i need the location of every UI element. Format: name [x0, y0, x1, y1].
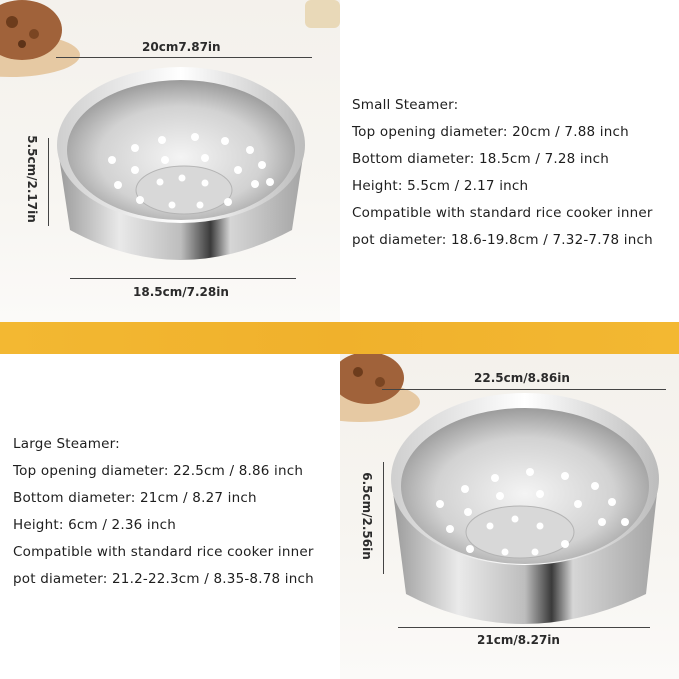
bottom-dimension-label: 18.5cm/7.28in	[133, 285, 229, 299]
bread-crumb	[6, 16, 18, 28]
bottom-dimension-label: 21cm/8.27in	[477, 633, 560, 647]
bread-crumb	[353, 367, 363, 377]
spec-pot-diameter: pot diameter: 18.6-19.8cm / 7.32-7.78 inch	[352, 232, 653, 248]
height-dimension-line	[48, 138, 49, 226]
large-steamer-illustration	[340, 354, 679, 679]
spec-compatible: Compatible with standard rice cooker inner	[13, 544, 314, 560]
steamer-base-plate	[136, 166, 232, 214]
height-dimension-label: 6.5cm/2.56in	[360, 472, 374, 560]
small-steamer-photo	[0, 0, 340, 322]
spec-height: Height: 6cm / 2.36 inch	[13, 517, 176, 533]
spec-title: Large Steamer:	[13, 436, 120, 452]
bread-crumb	[18, 40, 26, 48]
bread-crumb	[375, 377, 385, 387]
spec-bottom-diameter: Bottom diameter: 21cm / 8.27 inch	[13, 490, 257, 506]
spec-top-diameter: Top opening diameter: 22.5cm / 8.86 inch	[13, 463, 304, 479]
large-steamer-photo	[340, 354, 679, 679]
top-dimension-line	[56, 57, 312, 58]
steamer-base-plate	[466, 506, 574, 558]
spec-pot-diameter: pot diameter: 21.2-22.3cm / 8.35-8.78 inch	[13, 571, 314, 587]
height-dimension-line	[383, 462, 384, 574]
bottom-dimension-line	[398, 627, 650, 628]
spec-title: Small Steamer:	[352, 97, 459, 113]
spec-compatible: Compatible with standard rice cooker inner	[352, 205, 653, 221]
small-steamer-specs	[352, 92, 653, 254]
spec-height: Height: 5.5cm / 2.17 inch	[352, 178, 529, 194]
divider-band	[0, 322, 679, 354]
height-dimension-label: 5.5cm/2.17in	[25, 135, 39, 223]
top-dimension-label: 20cm7.87in	[142, 40, 221, 54]
background-box	[305, 0, 340, 28]
top-dimension-line	[382, 389, 666, 390]
bottom-dimension-line	[70, 278, 296, 279]
spec-bottom-diameter: Bottom diameter: 18.5cm / 7.28 inch	[352, 151, 610, 167]
large-steamer-specs	[13, 431, 314, 593]
bread-crumb	[29, 29, 39, 39]
top-dimension-label: 22.5cm/8.86in	[474, 371, 570, 385]
spec-top-diameter: Top opening diameter: 20cm / 7.88 inch	[352, 124, 629, 140]
